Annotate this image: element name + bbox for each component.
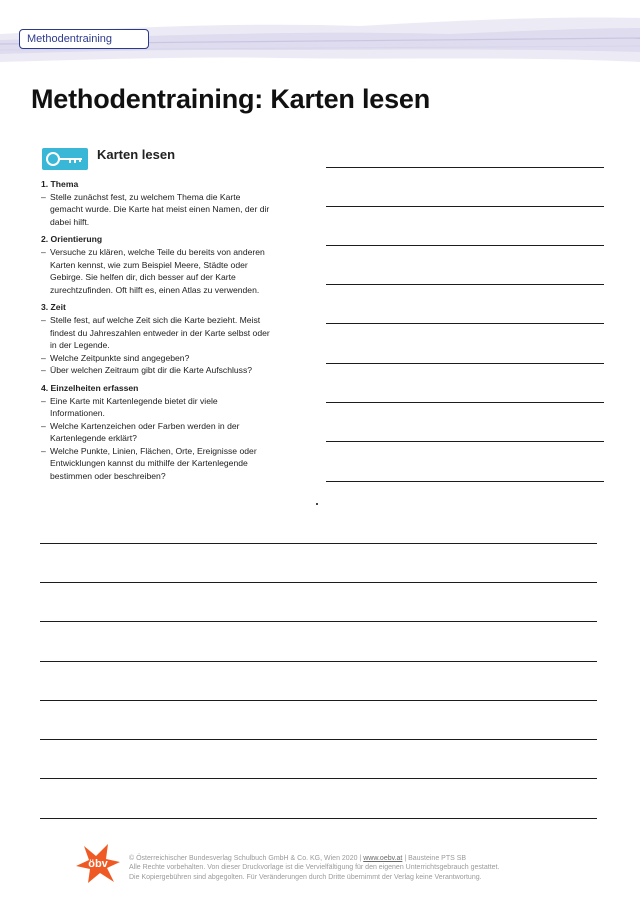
list-item: – Welche Kartenzeichen oder Farben werden in der Kartenlegende erklärt? — [41, 420, 271, 445]
writing-line — [40, 818, 597, 819]
list-item: – Über welchen Zeitraum gibt dir die Karte Aufschluss? — [41, 364, 271, 377]
footer-line-3: Die Kopiergebühren sind abgegolten. Für Veränderungen durch Dritte übernimmt der Verlag keine Verantwortung. — [129, 873, 482, 881]
writing-line — [40, 661, 597, 662]
writing-line — [40, 621, 597, 622]
footer-copyright-text: © Österreichischer Bundesverlag Schulbuch GmbH & Co. KG, Wien 2020 | — [129, 855, 364, 862]
writing-line — [326, 402, 604, 403]
writing-line — [326, 481, 604, 482]
header-tag: Methodentraining — [19, 29, 149, 49]
writing-line — [326, 363, 604, 364]
writing-line — [40, 700, 597, 701]
footer-copyright — [129, 854, 549, 882]
list-item: – Welche Punkte, Linien, Flächen, Orte, Ereignisse oder Entwicklungen kannst du mithilfe der Kartenlegende bestimmen oder beschreiben? — [41, 445, 271, 483]
publisher-link[interactable]: www.oebv.at — [363, 855, 403, 862]
writing-line — [326, 167, 604, 168]
list-item: – Versuche zu klären, welche Teile du bereits von anderen Karten kennst, wie zum Beispiel Meere, Städte oder Gebirge. Sie helfen dir, dich besser auf der Karte zurechtzufinden. Oft hilft es, einen Atlas zu verwenden. — [41, 246, 271, 296]
section-heading: 4. Einzelheiten erfassen — [41, 382, 139, 393]
method-instructions — [41, 178, 271, 488]
logo-text: öbv — [88, 858, 108, 870]
page-title: Methodentraining: Karten lesen — [31, 84, 431, 114]
writing-line — [40, 543, 597, 544]
section-heading: 1. Thema — [41, 179, 79, 189]
writing-line — [326, 284, 604, 285]
writing-line — [40, 739, 597, 740]
writing-line — [40, 582, 597, 583]
writing-line — [326, 245, 604, 246]
section-heading: 3. Zeit — [41, 302, 66, 313]
writing-line — [326, 323, 604, 324]
section-zeit — [41, 301, 271, 377]
footer-series: | Bausteine PTS SB — [402, 855, 467, 862]
footer-line-1 — [129, 854, 549, 863]
writing-line — [326, 206, 604, 207]
list-item: – Stelle fest, auf welche Zeit sich die Karte bezieht. Meist findest du Jahreszahlen entweder in der Karte selbst oder in der Legende. — [41, 314, 271, 352]
writing-line — [40, 778, 597, 779]
footer-line-2: Alle Rechte vorbehalten. Von dieser Druckvorlage ist die Vervielfältigung für den eigenen Unterrichtsgebrauch gestattet. — [129, 864, 500, 872]
publisher-logo — [74, 842, 122, 884]
section-heading: 2. Orientierung — [41, 234, 103, 245]
list-item: – Eine Karte mit Kartenlegende bietet dir viele Informationen. — [41, 395, 271, 420]
key-icon — [42, 148, 88, 170]
list-item: – Stelle zunächst fest, zu welchem Thema die Karte gemacht wurde. Die Karte hat meist einen Namen, der dir dabei hilft. — [41, 191, 271, 229]
method-box-title: Karten lesen — [97, 147, 176, 162]
section-einzelheiten — [41, 382, 271, 483]
section-thema — [41, 178, 271, 228]
section-orientierung — [41, 233, 271, 296]
stray-dot — [316, 503, 318, 505]
writing-line — [326, 441, 604, 442]
list-item: – Welche Zeitpunkte sind angegeben? — [41, 352, 271, 365]
